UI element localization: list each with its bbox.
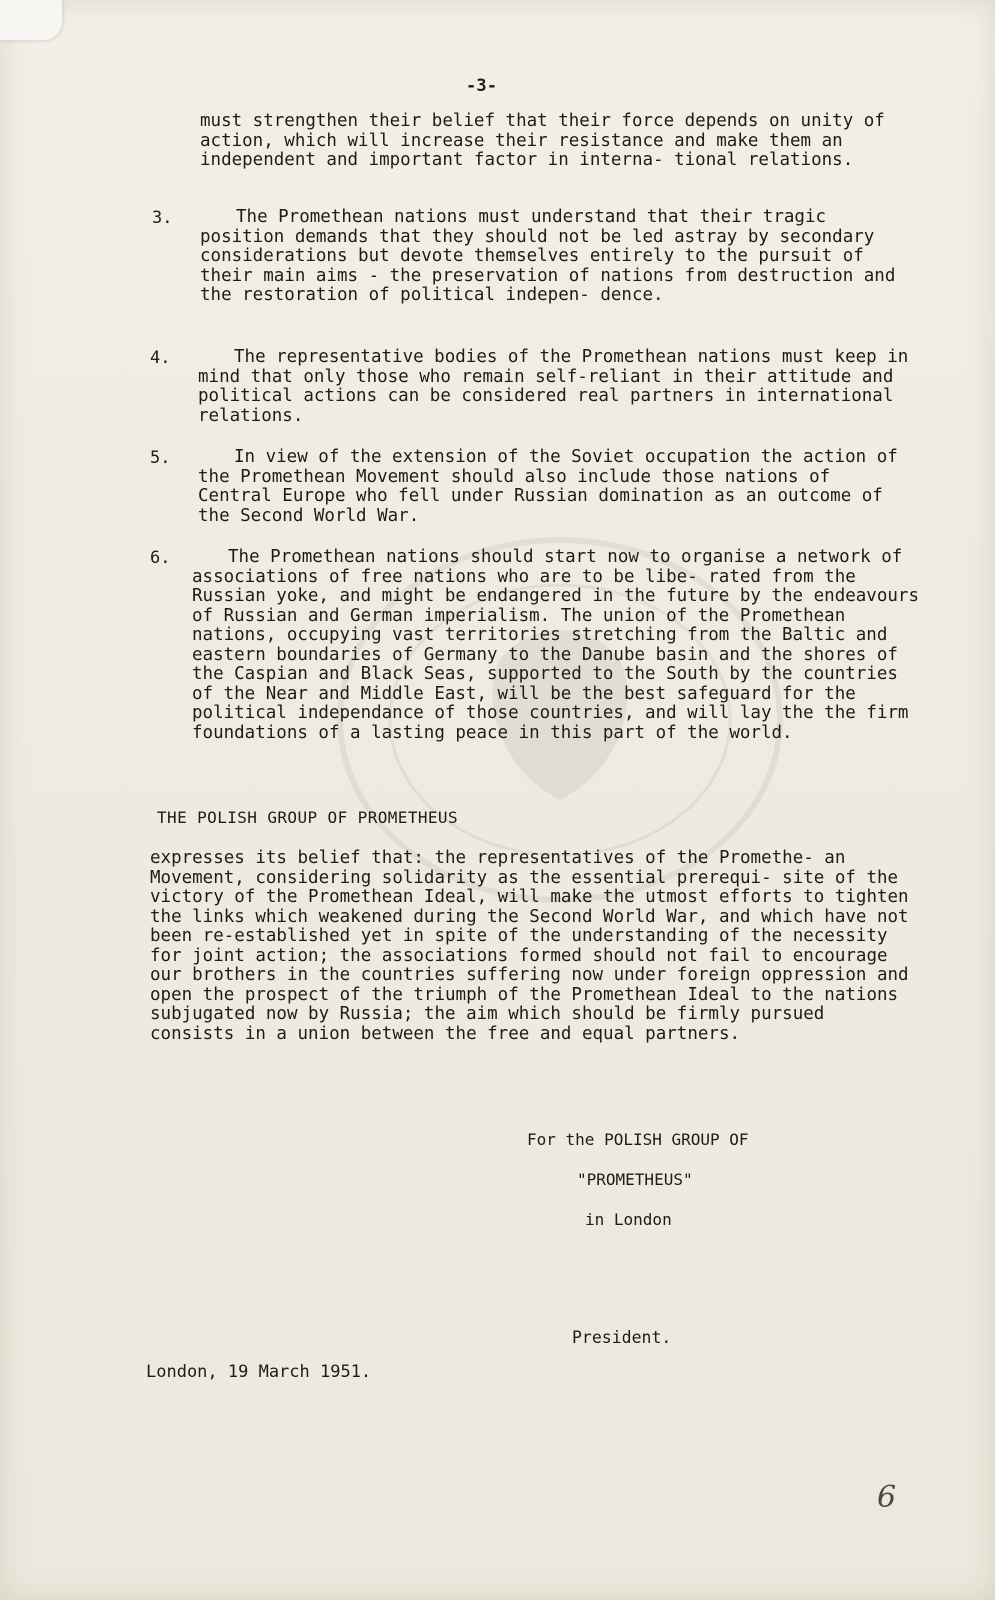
paper-corner-tab	[0, 0, 62, 40]
point-number: 5.	[150, 448, 171, 468]
signature-line-2: "PROMETHEUS"	[577, 1170, 693, 1189]
numbered-point-5	[150, 448, 910, 526]
point-text: The Promethean nations must understand that their tragic position demands that they should not be led astray by secondary considerations but devote themselves entirely to the pursuit of their main aims - the preservation of nations from destruction and the restoration of political indepen- dence.	[200, 207, 896, 305]
closing-paragraph: expresses its belief that: the representatives of the Promethe- an Movement, considering solidarity as the essential prerequi- site of the victory of the Promethean Ideal, will make the utmost efforts to tighten the links which weakened during the Second World War, and which have not been re-established yet in spite of the understanding of the necessity for joint action; the associations formed should not fail to encourage our brothers in the countries suffering now under foreign oppression and open the prospect of the triumph of the Promethean Ideal to the nations subjugated now by Russia; the aim which should be firmly pursued consists in a union between the free and equal partners.	[150, 848, 909, 1044]
intro-paragraph: must strengthen their belief that their force depends on unity of action, which will increase their resistance and make them an independent and important factor in interna- tional relations.	[200, 111, 885, 170]
group-heading: THE POLISH GROUP OF PROMETHEUS	[157, 808, 458, 827]
numbered-point-6	[150, 548, 920, 743]
intro-paragraph-block	[200, 112, 890, 171]
date-line: London, 19 March 1951.	[146, 1362, 372, 1382]
numbered-point-3	[152, 208, 912, 306]
numbered-point-4	[150, 348, 910, 426]
signature-line-3: in London	[585, 1210, 672, 1229]
closing-paragraph-block	[150, 849, 915, 1044]
point-number: 4.	[150, 348, 171, 368]
page-number: -3-	[466, 76, 498, 96]
signatory-title: President.	[572, 1328, 672, 1347]
point-text: The Promethean nations should start now to organise a network of associations of free nations who are to be libe- rated from the Russian yoke, and might be endangered in the future by the endeavours of Russian and German imperialism. The union of the Promethean nations, occupying vast territories stretching from the Baltic and eastern boundaries of Germany to the Danube basin and the shores of the Caspian and Black Seas, supported to the South by the countries of the Near and Middle East, will be the best safeguard for the political independance of those countries, and will lay the the firm foundations of a lasting peace in this part of the world.	[192, 547, 919, 743]
point-text: In view of the extension of the Soviet occupation the action of the Promethean Movement should also include those nations of Central Europe who fell under Russian domination as an outcome of the Second World War.	[198, 447, 898, 526]
point-number: 6.	[150, 548, 171, 568]
handwritten-page-number: 6	[877, 1480, 897, 1515]
signature-line-1: For the POLISH GROUP OF	[527, 1130, 749, 1149]
point-text: The representative bodies of the Promethean nations must keep in mind that only those who remain self-reliant in their attitude and political actions can be considered real partners in international relations.	[198, 347, 909, 426]
point-number: 3.	[152, 208, 173, 228]
